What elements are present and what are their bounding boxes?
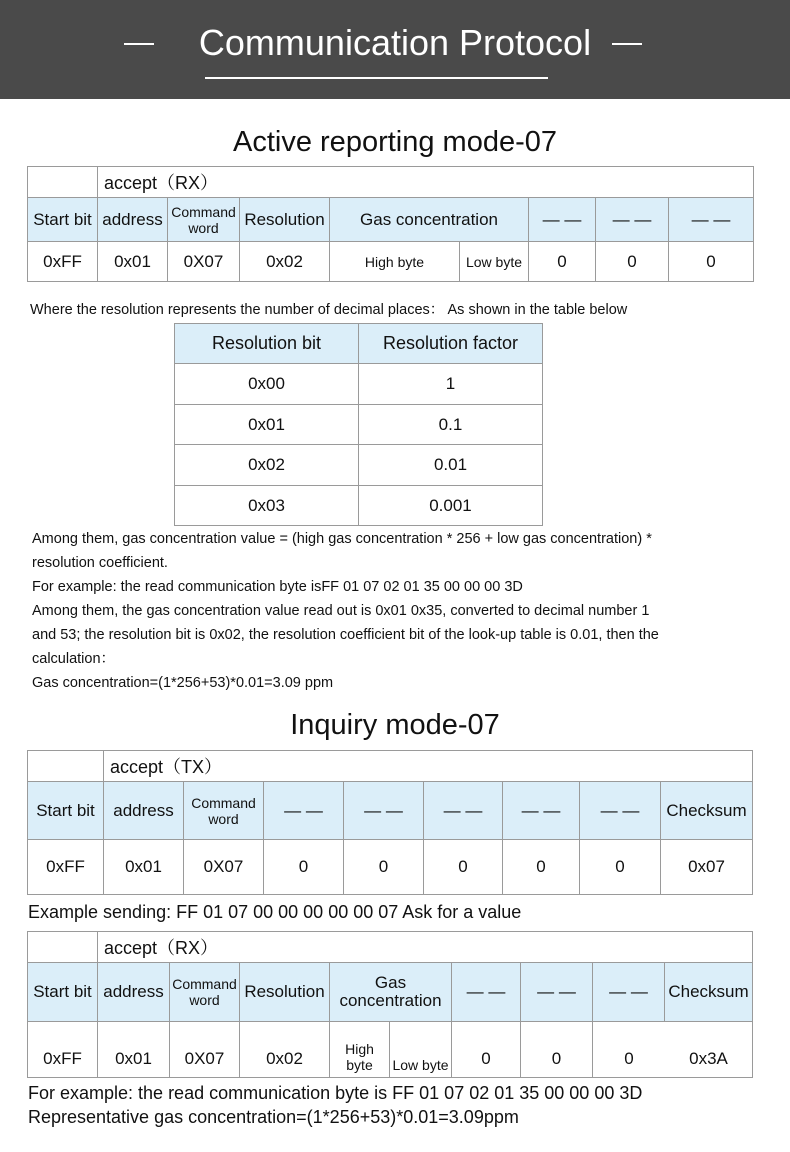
header-gas-concentration: Gas concentration bbox=[330, 198, 529, 242]
explanation-line: For example: the read communication byte isFF 01 07 02 01 35 00 00 00 3D bbox=[32, 579, 523, 595]
header-reserved-1: — — bbox=[452, 963, 521, 1022]
resolution-bit-cell: 0x03 bbox=[175, 486, 359, 526]
footer-example-line: For example: the read communication byte is FF 01 07 02 01 35 00 00 00 3D bbox=[28, 1083, 643, 1103]
header-banner bbox=[0, 0, 790, 99]
explanation-line: and 53; the resolution bit is 0x02, the resolution coefficient bit of the look-up table is 0.01, then the bbox=[32, 627, 659, 643]
header-resolution-factor: Resolution factor bbox=[359, 324, 543, 364]
value-resolution: 0x02 bbox=[240, 1022, 330, 1078]
value-address: 0x01 bbox=[98, 242, 168, 282]
resolution-bit-cell: 0x01 bbox=[175, 405, 359, 445]
value-reserved-1: 0 bbox=[264, 840, 344, 895]
explanation-line: resolution coefficient. bbox=[32, 555, 168, 571]
empty-corner bbox=[28, 167, 98, 198]
header-resolution: Resolution bbox=[240, 198, 330, 242]
header-reserved-2: — — bbox=[521, 963, 593, 1022]
header-start-bit: Start bit bbox=[28, 963, 98, 1022]
page-title: Communication Protocol bbox=[198, 22, 592, 63]
header-reserved-3: — — bbox=[669, 198, 754, 242]
resolution-factor-cell: 0.1 bbox=[359, 405, 543, 445]
header-gas-concentration: Gas concentration bbox=[330, 963, 452, 1022]
resolution-note: Where the resolution represents the number of decimal places： As shown in the table below bbox=[30, 302, 628, 318]
value-reserved-3: 0 bbox=[669, 242, 754, 282]
gas-high-byte: High byte bbox=[330, 1022, 390, 1078]
value-start-bit: 0xFF bbox=[28, 1022, 98, 1078]
resolution-bit-cell: 0x02 bbox=[175, 445, 359, 486]
active-mode-heading: Active reporting mode-07 bbox=[233, 126, 557, 158]
value-checksum: 0x3A bbox=[689, 1049, 728, 1068]
value-reserved-1: 0 bbox=[529, 242, 596, 282]
header-address: address bbox=[98, 198, 168, 242]
header-reserved-5: — — bbox=[580, 782, 661, 840]
resolution-factor-cell: 0.001 bbox=[359, 486, 543, 526]
header-address: address bbox=[104, 782, 184, 840]
header-checksum: Checksum bbox=[668, 982, 749, 1001]
header-reserved-3-and-checksum bbox=[593, 963, 753, 1022]
explanation-line: Among them, gas concentration value = (high gas concentration * 256 + low gas concentration) * bbox=[32, 531, 652, 547]
header-reserved-2: — — bbox=[596, 198, 669, 242]
explanation-line: calculation： bbox=[32, 651, 116, 667]
gas-high-byte: High byte bbox=[330, 242, 460, 282]
value-command-word: 0X07 bbox=[168, 242, 240, 282]
value-start-bit: 0xFF bbox=[28, 840, 104, 895]
header-command-word: Command word bbox=[170, 963, 240, 1022]
example-sending-text: Example sending: FF 01 07 00 00 00 00 00 07 Ask for a value bbox=[28, 902, 522, 922]
value-resolution: 0x02 bbox=[240, 242, 330, 282]
header-start-bit: Start bit bbox=[28, 782, 104, 840]
header-resolution-bit: Resolution bit bbox=[175, 324, 359, 364]
header-command-word: Command word bbox=[168, 198, 240, 242]
gas-low-byte: Low byte bbox=[390, 1022, 452, 1078]
header-command-word: Command word bbox=[184, 782, 264, 840]
gas-low-byte: Low byte bbox=[460, 242, 529, 282]
resolution-table bbox=[174, 323, 543, 526]
value-reserved-2: 0 bbox=[521, 1022, 593, 1078]
header-resolution: Resolution bbox=[240, 963, 330, 1022]
value-checksum: 0x07 bbox=[661, 840, 753, 895]
value-command-word: 0X07 bbox=[170, 1022, 240, 1078]
empty-corner bbox=[28, 751, 104, 782]
header-start-bit: Start bit bbox=[28, 198, 98, 242]
header-reserved-3: — — bbox=[593, 963, 665, 1021]
value-address: 0x01 bbox=[104, 840, 184, 895]
title-underline bbox=[205, 77, 548, 79]
active-rx-table bbox=[27, 166, 754, 282]
value-command-word: 0X07 bbox=[184, 840, 264, 895]
header-checksum: Checksum bbox=[661, 782, 753, 840]
value-reserved-3-and-checksum bbox=[593, 1022, 753, 1078]
explanation-text bbox=[32, 527, 762, 695]
header-reserved-1: — — bbox=[529, 198, 596, 242]
header-reserved-3: — — bbox=[424, 782, 503, 840]
right-dash bbox=[612, 43, 642, 45]
header-reserved-4: — — bbox=[503, 782, 580, 840]
value-address: 0x01 bbox=[98, 1022, 170, 1078]
header-address: address bbox=[98, 963, 170, 1022]
accept-rx-label: accept（RX） bbox=[98, 932, 753, 963]
accept-rx-label: accept（RX） bbox=[98, 167, 754, 198]
resolution-factor-cell: 0.01 bbox=[359, 445, 543, 486]
header-reserved-1: — — bbox=[264, 782, 344, 840]
value-reserved-1: 0 bbox=[452, 1022, 521, 1078]
value-start-bit: 0xFF bbox=[28, 242, 98, 282]
explanation-line: Gas concentration=(1*256+53)*0.01=3.09 ppm bbox=[32, 675, 334, 691]
empty-corner bbox=[28, 932, 98, 963]
footer-concentration-line: Representative gas concentration=(1*256+53)*0.01=3.09ppm bbox=[28, 1107, 519, 1127]
resolution-factor-cell: 1 bbox=[359, 364, 543, 405]
value-reserved-4: 0 bbox=[503, 840, 580, 895]
header-reserved-2: — — bbox=[344, 782, 424, 840]
inquiry-mode-heading: Inquiry mode-07 bbox=[290, 709, 500, 741]
explanation-line: Among them, the gas concentration value read out is 0x01 0x35, converted to decimal number 1 bbox=[32, 603, 650, 619]
accept-tx-label: accept（TX） bbox=[104, 751, 753, 782]
value-reserved-2: 0 bbox=[596, 242, 669, 282]
inquiry-rx-table bbox=[27, 931, 753, 1078]
resolution-bit-cell: 0x00 bbox=[175, 364, 359, 405]
value-reserved-3: 0 bbox=[624, 1049, 634, 1068]
value-reserved-3: 0 bbox=[424, 840, 503, 895]
value-reserved-5: 0 bbox=[580, 840, 661, 895]
value-reserved-2: 0 bbox=[344, 840, 424, 895]
inquiry-tx-table bbox=[27, 750, 753, 895]
